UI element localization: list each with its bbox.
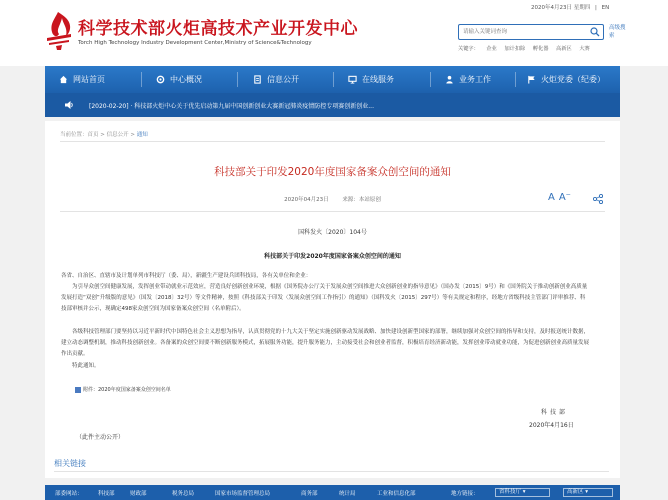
- nav-item-party-committee[interactable]: [527, 66, 605, 93]
- footer-link[interactable]: 统计局: [339, 491, 356, 497]
- document-title: 科技部关于印发2020年度国家备案众创空间的通知: [264, 253, 401, 260]
- breadcrumb: [60, 130, 148, 138]
- divider: [60, 211, 605, 212]
- attachment-link[interactable]: [75, 386, 171, 393]
- breadcrumb-separator: >: [98, 132, 107, 138]
- article-greeting: 各省、自治区、直辖市及计划单列市科技厅（委、局），新疆生产建设兵团科技局，各有关单位和企业：: [61, 273, 312, 279]
- nav-item-label: 业务工作: [459, 75, 491, 84]
- current-date: 2020年4月23日 星期四: [531, 5, 591, 11]
- keyword-link[interactable]: 加计扣除: [504, 46, 526, 52]
- dropdown-value: 省科技厅: [499, 489, 522, 495]
- torch-logo-icon[interactable]: [44, 10, 74, 50]
- footer-link[interactable]: 科技部: [98, 491, 115, 497]
- keyword-link[interactable]: 大赛: [579, 46, 590, 52]
- monitor-icon: [348, 75, 357, 84]
- related-links-section: [45, 452, 620, 478]
- font-decrease-button[interactable]: A⁻: [558, 192, 571, 203]
- footer-link[interactable]: 税务总局: [172, 491, 195, 497]
- news-ticker: [45, 93, 620, 117]
- keyword-link[interactable]: 孵化器: [532, 46, 549, 52]
- nav-divider: [141, 72, 142, 87]
- document-icon: [253, 75, 262, 84]
- flag-icon: [527, 75, 536, 84]
- footer-link[interactable]: 商务部: [301, 491, 318, 497]
- breadcrumb-label: 当前位置：: [60, 132, 88, 138]
- nav-item-online-service[interactable]: [348, 66, 394, 93]
- nav-divider: [515, 72, 516, 87]
- top-links-separator: |: [595, 5, 597, 11]
- attachment-label: 附件：2020年度国家备案众创空间名单: [83, 387, 171, 393]
- search-box: [458, 24, 604, 40]
- home-icon: [59, 75, 68, 84]
- top-links: [531, 3, 612, 11]
- province-dropdown[interactable]: 省科技厅 ▾: [495, 488, 550, 497]
- footer-link[interactable]: 国家市场监督管理总局: [215, 491, 271, 497]
- local-links-label: 地方链接：: [451, 491, 479, 497]
- divider: [60, 141, 605, 142]
- article-paragraph: 特此通知。: [72, 363, 100, 369]
- signing-organization: 科技部: [541, 409, 569, 416]
- nav-divider: [237, 72, 238, 87]
- nav-item-label: 火炬党委（纪委）: [541, 75, 605, 84]
- nav-item-home[interactable]: [59, 66, 105, 93]
- attachment-icon: [75, 387, 81, 393]
- keyword-link[interactable]: 高新区: [556, 46, 572, 52]
- nav-item-label: 信息公开: [267, 75, 299, 84]
- article-date: 2020年04月23日: [284, 197, 329, 203]
- signing-date: 2020年4月16日: [529, 422, 574, 429]
- person-icon: [445, 75, 454, 84]
- font-size-tools: [548, 192, 575, 203]
- advanced-search-link[interactable]: 高级搜索: [609, 25, 626, 39]
- nav-item-overview[interactable]: [156, 66, 202, 93]
- article-title: 科技部关于印发2020年度国家备案众创空间的通知: [214, 166, 451, 178]
- main-nav: [45, 66, 620, 93]
- hot-keywords: [458, 45, 596, 52]
- font-increase-button[interactable]: A: [548, 192, 555, 203]
- search-icon[interactable]: [590, 27, 600, 37]
- divider: [54, 471, 609, 472]
- document-number: 国科发火〔2020〕104号: [298, 229, 367, 236]
- nav-item-label: 中心概况: [170, 75, 202, 84]
- speaker-icon: [64, 100, 74, 110]
- breadcrumb-item[interactable]: 信息公开: [106, 132, 129, 138]
- search-input[interactable]: [459, 25, 587, 39]
- article-source: 来源：本站原创: [342, 197, 381, 203]
- breadcrumb-item[interactable]: 通知: [136, 132, 148, 138]
- nav-item-public-info[interactable]: [253, 66, 299, 93]
- keywords-label: 关键字：: [458, 46, 479, 52]
- article-panel: [45, 121, 620, 461]
- nav-item-business[interactable]: [445, 66, 491, 93]
- disclosure-note: （此件主动公开）: [76, 434, 125, 441]
- site-subtitle: Torch High Technology Industry Development Center,Ministry of Science&Technology: [78, 40, 312, 46]
- dropdown-value: 高新区: [567, 489, 584, 495]
- ticker-link[interactable]: [2020-02-20] · 科技部火炬中心关于优先启动第九届中国创新创业大赛新冠肺炎疫情防控专项赛创新创业...: [89, 103, 374, 110]
- footer-link[interactable]: 工业和信息化部: [377, 491, 416, 497]
- article-paragraph: 各级科技管理部门要坚持以习近平新时代中国特色社会主义思想为指导，认真贯彻党的十九大关于坚定实施创新驱动发展战略、加快建设创新型国家的部署，继续加强对众创空间的指导和支持，及时报送统计数据，建立动态调整机制，推动科技创新创业。各备案的众创空间要不断创新服务模式，拓展服务功能，提升服务能力，主动接受社会和创业者监督，积极培育经济新动能，发挥创业带动就业功能，为促进创新创业高质量发展作出贡献。: [61, 329, 590, 358]
- site-title[interactable]: 科学技术部火炬高技术产业开发中心: [78, 19, 358, 39]
- breadcrumb-separator: >: [128, 132, 137, 138]
- article-paragraph: 为引导众创空间健康发展，发挥创业带动就业示范效应，营造良好创新创业环境，根据《国务院办公厅关于发展众创空间推进大众创新创业的指导意见》（国办发〔2015〕9号）和《国务院关于推动创新创业高质量发展打造“双创”升级版的意见》（国发〔2018〕32号）等文件精神，按照《科技部关于印发〈发展众创空间工作指引〉的通知》（国科发火〔2015〕297号）等有关规定和程序，经地方省级科技主管部门评审推荐、科技部审核并公示，现确定498家众创空间为国家备案众创空间（名单附后）。: [61, 284, 588, 313]
- footer-links-bar: [45, 485, 620, 500]
- footer-link[interactable]: 财政部: [130, 491, 147, 497]
- nav-item-label: 网站首页: [73, 75, 105, 84]
- keyword-link[interactable]: 企业: [486, 46, 497, 52]
- english-link[interactable]: EN: [601, 5, 610, 11]
- nav-divider: [333, 72, 334, 87]
- nav-item-label: 在线服务: [362, 75, 394, 84]
- share-icon[interactable]: [593, 194, 603, 204]
- nav-divider: [430, 72, 431, 87]
- departments-label: 部委网站：: [55, 491, 83, 497]
- gear-icon: [156, 75, 165, 84]
- breadcrumb-item[interactable]: 首页: [87, 132, 99, 138]
- site-header: [0, 0, 668, 66]
- hightech-zone-dropdown[interactable]: 高新区 ▾: [563, 488, 613, 497]
- article-meta: [45, 195, 620, 203]
- related-links-title: 相关链接: [54, 459, 86, 468]
